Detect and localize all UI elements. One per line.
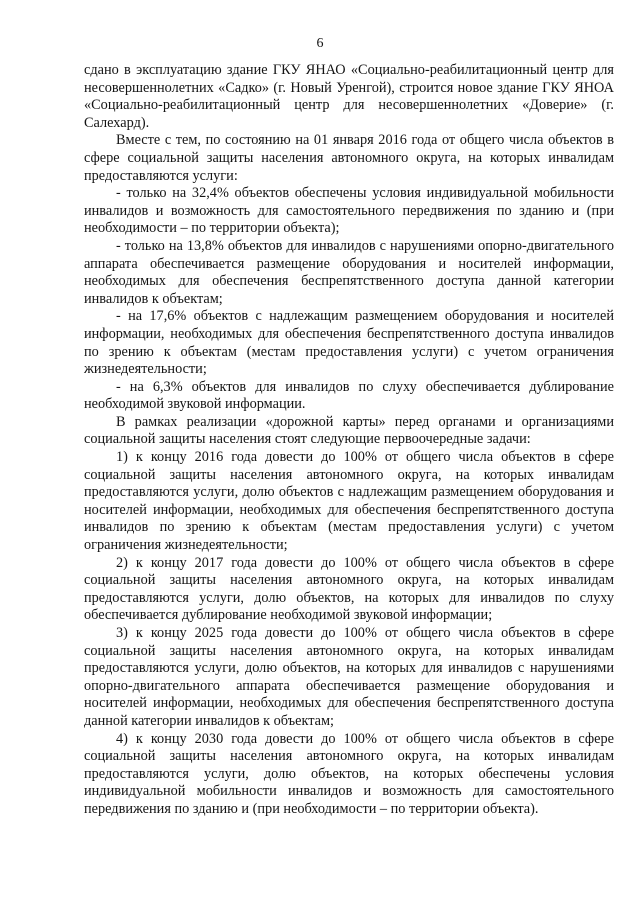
list-item-mobility: - только на 32,4% объектов обеспечены условия индивидуальной мобильности инвалидов и возможность для самостоятельного передвижения по зданию и (при необходимости – по территории объекта); xyxy=(84,185,614,237)
list-item-musculoskeletal: - только на 13,8% объектов для инвалидов с нарушениями опорно-двигательного аппарата обеспечивается размещение оборудования и носителей информации, необходимых для обеспечения беспрепятственного доступа данной категории инвалидов к объектам; xyxy=(84,237,614,307)
page-number: 6 xyxy=(316,36,324,51)
task-item-2016: 1) к концу 2016 года довести до 100% от общего числа объектов в сфере социальной защиты населения автономного округа, на которых инвалидам предоставляются услуги, долю объектов с надлежащим размещением оборудования и носителей информации, необходимых для обеспечения беспрепятственного доступа инвалидов по зрению к объектам (местам предоставления услуги) с учетом ограничения жизнедеятельности; xyxy=(84,449,614,554)
list-item-vision: - на 17,6% объектов с надлежащим размещением оборудования и носителей информации, необходимых для обеспечения беспрепятственного доступа инвалидов по зрению к объектам (местам предоставления услуги) с учетом ограничения жизнедеятельности; xyxy=(84,308,614,378)
document-body xyxy=(84,62,614,819)
list-item-hearing: - на 6,3% объектов для инвалидов по слуху обеспечивается дублирование необходимой звуковой информации. xyxy=(84,378,614,413)
task-item-2025: 3) к концу 2025 года довести до 100% от общего числа объектов в сфере социальной защиты населения автономного округа, на которых инвалидам предоставляются услуги, долю объектов, на которых для инвалидов с нарушениями опорно-двигательного аппарата обеспечивается размещение оборудования и носителей информации, необходимых для обеспечения беспрепятственного доступа данной категории инвалидов к объектам; xyxy=(84,625,614,729)
task-item-2030: 4) к концу 2030 года довести до 100% от общего числа объектов в сфере социальной защиты населения автономного округа, на которых инвалидам предоставляются услуги, долю объектов, на которых обеспечены условия индивидуальной мобильности инвалидов и возможность для самостоятельного передвижения по зданию и (при необходимости – по территории объекта). xyxy=(84,730,614,817)
task-item-2017: 2) к концу 2017 года довести до 100% от общего числа объектов в сфере социальной защиты населения автономного округа, на которых инвалидам предоставляются услуги, долю объектов, на которых для инвалидов по слуху обеспечивается дублирование необходимой звуковой информации; xyxy=(84,554,614,624)
paragraph-continuation: сдано в эксплуатацию здание ГКУ ЯНАО «Социально-реабилитационный центр для несовершеннолетних «Садко» (г. Новый Уренгой), строится новое здание ГКУ ЯНОА «Социально-реабилитационный центр для несовершеннолетних «Доверие» (г. Салехард). xyxy=(84,62,614,131)
paragraph-intro-status: Вместе с тем, по состоянию на 01 января 2016 года от общего числа объектов в сфере социальной защиты населения автономного округа, на которых инвалидам предоставляются услуги: xyxy=(84,132,614,184)
paragraph-roadmap-intro: В рамках реализации «дорожной карты» перед органами и организациями социальной защиты населения стоят следующие первоочередные задачи: xyxy=(84,413,614,448)
